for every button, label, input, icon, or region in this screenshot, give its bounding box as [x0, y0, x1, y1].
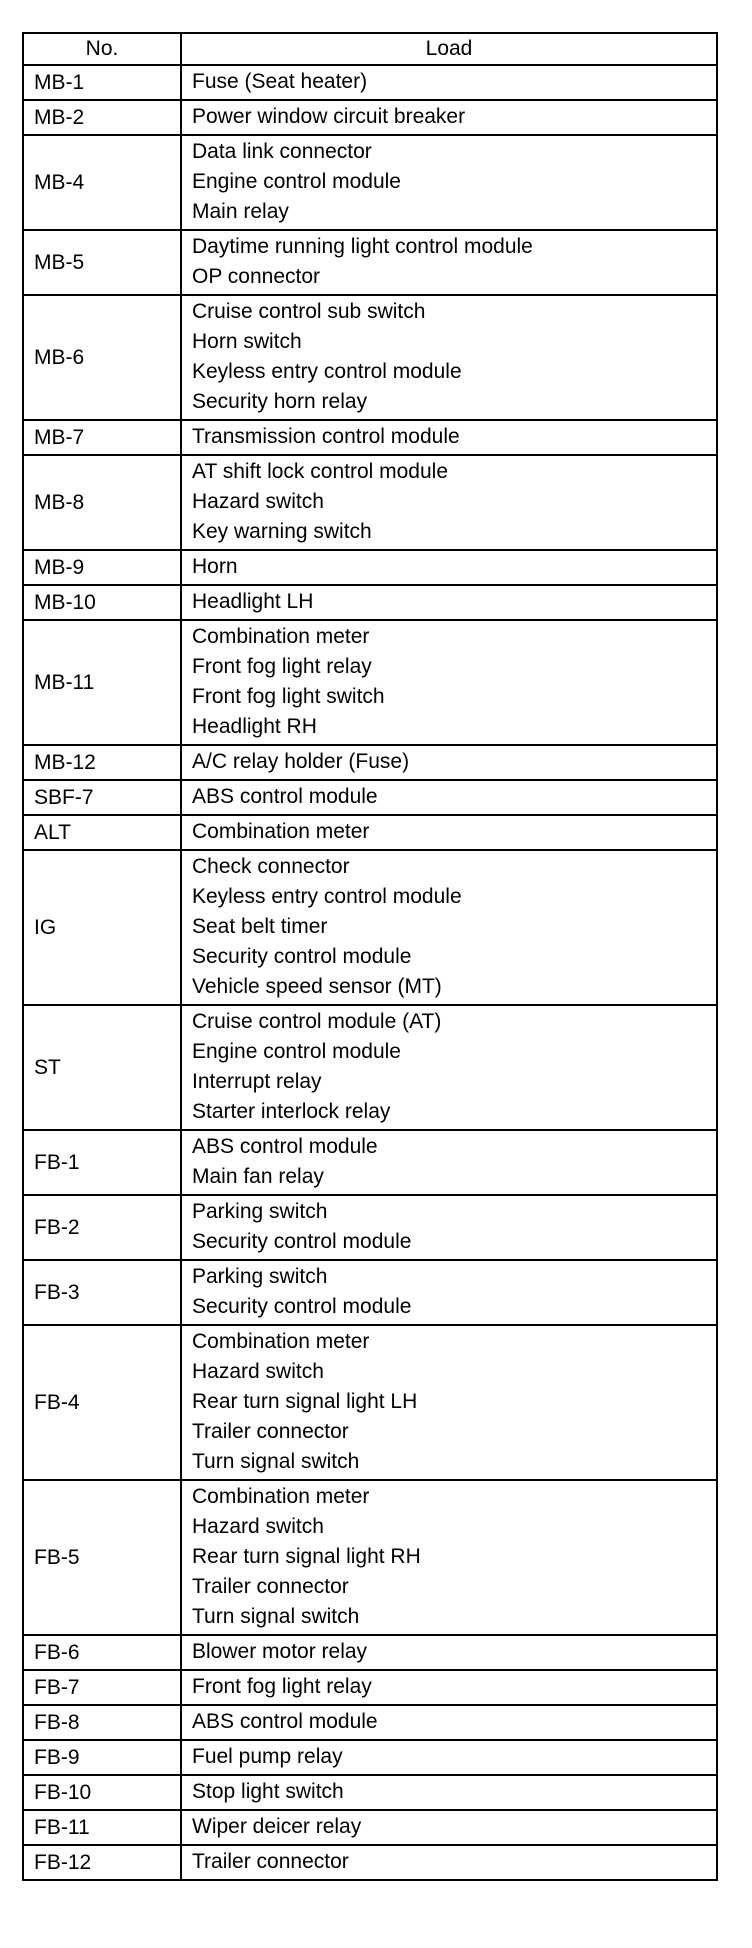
circuit-number-cell: ALT	[23, 815, 181, 850]
load-item: Keyless entry control module	[192, 360, 462, 383]
load-item: Combination meter	[192, 625, 370, 648]
load-item: Wiper deicer relay	[192, 1815, 362, 1838]
load-cell	[181, 745, 717, 780]
load-item: Parking switch	[192, 1200, 328, 1223]
table-row	[23, 1260, 717, 1325]
load-cell	[181, 455, 717, 550]
load-cell	[181, 780, 717, 815]
load-item: Starter interlock relay	[192, 1100, 391, 1123]
load-item: Hazard switch	[192, 1360, 324, 1383]
table-row	[23, 1705, 717, 1740]
load-item: Turn signal switch	[192, 1450, 360, 1473]
fuse-load-table-container	[22, 32, 716, 1881]
load-item: OP connector	[192, 265, 321, 288]
circuit-number-cell: FB-12	[23, 1845, 181, 1880]
circuit-number-cell: MB-4	[23, 135, 181, 230]
column-header-no: No.	[23, 33, 181, 65]
load-item: AT shift lock control module	[192, 460, 448, 483]
circuit-number-cell: FB-8	[23, 1705, 181, 1740]
load-item: Vehicle speed sensor (MT)	[192, 975, 442, 998]
load-item: Fuel pump relay	[192, 1745, 343, 1768]
load-item: Check connector	[192, 855, 350, 878]
circuit-number-cell: MB-5	[23, 230, 181, 295]
circuit-number-cell: MB-12	[23, 745, 181, 780]
circuit-number-cell: MB-6	[23, 295, 181, 420]
load-item: Keyless entry control module	[192, 885, 462, 908]
load-cell	[181, 1740, 717, 1775]
load-item: Seat belt timer	[192, 915, 328, 938]
circuit-number-cell: MB-2	[23, 100, 181, 135]
load-item: Trailer connector	[192, 1850, 349, 1873]
load-item: Fuse (Seat heater)	[192, 70, 368, 93]
load-item: Front fog light switch	[192, 685, 385, 708]
load-item: Front fog light relay	[192, 1675, 372, 1698]
load-item: Main fan relay	[192, 1165, 324, 1188]
table-row	[23, 815, 717, 850]
table-row	[23, 1480, 717, 1635]
load-cell	[181, 65, 717, 100]
load-item: Horn switch	[192, 330, 302, 353]
circuit-number-cell: FB-9	[23, 1740, 181, 1775]
circuit-number-cell: FB-11	[23, 1810, 181, 1845]
table-row	[23, 850, 717, 1005]
load-item: ABS control module	[192, 1135, 378, 1158]
load-item: Trailer connector	[192, 1420, 349, 1443]
load-item: Security control module	[192, 1295, 412, 1318]
load-item: Combination meter	[192, 820, 370, 843]
load-item: Headlight RH	[192, 715, 317, 738]
load-item: Blower motor relay	[192, 1640, 368, 1663]
load-cell	[181, 1260, 717, 1325]
load-cell	[181, 1635, 717, 1670]
load-cell	[181, 620, 717, 745]
load-item: Stop light switch	[192, 1780, 344, 1803]
load-item: Hazard switch	[192, 490, 324, 513]
circuit-number-cell: IG	[23, 850, 181, 1005]
load-item: ABS control module	[192, 785, 378, 808]
table-row	[23, 1775, 717, 1810]
load-item: ABS control module	[192, 1710, 378, 1733]
load-cell	[181, 815, 717, 850]
circuit-number-cell: MB-1	[23, 65, 181, 100]
load-item: Main relay	[192, 200, 289, 223]
load-item: Hazard switch	[192, 1515, 324, 1538]
circuit-number-cell: ST	[23, 1005, 181, 1130]
circuit-number-cell: FB-3	[23, 1260, 181, 1325]
table-row	[23, 1635, 717, 1670]
table-row	[23, 455, 717, 550]
table-row	[23, 135, 717, 230]
table-row	[23, 550, 717, 585]
load-cell	[181, 1775, 717, 1810]
load-item: Security control module	[192, 945, 412, 968]
load-cell	[181, 1480, 717, 1635]
table-row	[23, 420, 717, 455]
circuit-number-cell: FB-6	[23, 1635, 181, 1670]
column-header-load: Load	[181, 33, 717, 65]
load-item: Security control module	[192, 1230, 412, 1253]
load-item: Key warning switch	[192, 520, 372, 543]
load-item: Cruise control module (AT)	[192, 1010, 442, 1033]
table-header-row	[23, 33, 717, 65]
load-item: Trailer connector	[192, 1575, 349, 1598]
load-cell	[181, 1005, 717, 1130]
circuit-number-cell: FB-1	[23, 1130, 181, 1195]
load-cell	[181, 850, 717, 1005]
load-item: Rear turn signal light LH	[192, 1390, 418, 1413]
load-cell	[181, 550, 717, 585]
load-item: Cruise control sub switch	[192, 300, 426, 323]
load-item: Data link connector	[192, 140, 372, 163]
table-row	[23, 780, 717, 815]
circuit-number-cell: FB-4	[23, 1325, 181, 1480]
fuse-load-table	[22, 32, 718, 1881]
load-item: Power window circuit breaker	[192, 105, 466, 128]
table-row	[23, 1130, 717, 1195]
load-cell	[181, 1325, 717, 1480]
table-body	[23, 65, 717, 1880]
circuit-number-cell: MB-10	[23, 585, 181, 620]
load-cell	[181, 1670, 717, 1705]
load-item: Combination meter	[192, 1330, 370, 1353]
load-item: A/C relay holder (Fuse)	[192, 750, 410, 773]
load-item: Interrupt relay	[192, 1070, 322, 1093]
load-item: Parking switch	[192, 1265, 328, 1288]
circuit-number-cell: FB-5	[23, 1480, 181, 1635]
table-row	[23, 620, 717, 745]
table-row	[23, 745, 717, 780]
load-item: Daytime running light control module	[192, 235, 533, 258]
load-cell	[181, 1810, 717, 1845]
table-row	[23, 1325, 717, 1480]
load-item: Front fog light relay	[192, 655, 372, 678]
load-item: Headlight LH	[192, 590, 314, 613]
table-row	[23, 295, 717, 420]
load-item: Combination meter	[192, 1485, 370, 1508]
circuit-number-cell: FB-7	[23, 1670, 181, 1705]
circuit-number-cell: FB-2	[23, 1195, 181, 1260]
load-cell	[181, 230, 717, 295]
table-row	[23, 65, 717, 100]
load-item: Turn signal switch	[192, 1605, 360, 1628]
load-cell	[181, 135, 717, 230]
table-row	[23, 100, 717, 135]
load-cell	[181, 420, 717, 455]
table-row	[23, 1810, 717, 1845]
load-item: Rear turn signal light RH	[192, 1545, 421, 1568]
load-item: Transmission control module	[192, 425, 460, 448]
load-cell	[181, 1130, 717, 1195]
table-row	[23, 585, 717, 620]
table-row	[23, 1670, 717, 1705]
circuit-number-cell: SBF-7	[23, 780, 181, 815]
load-cell	[181, 1845, 717, 1880]
load-item: Security horn relay	[192, 390, 368, 413]
load-cell	[181, 1705, 717, 1740]
load-cell	[181, 100, 717, 135]
table-row	[23, 230, 717, 295]
circuit-number-cell: MB-11	[23, 620, 181, 745]
load-cell	[181, 1195, 717, 1260]
circuit-number-cell: MB-9	[23, 550, 181, 585]
table-row	[23, 1845, 717, 1880]
table-row	[23, 1195, 717, 1260]
circuit-number-cell: MB-8	[23, 455, 181, 550]
table-row	[23, 1740, 717, 1775]
load-item: Horn	[192, 555, 238, 578]
load-cell	[181, 295, 717, 420]
load-item: Engine control module	[192, 1040, 401, 1063]
table-row	[23, 1005, 717, 1130]
circuit-number-cell: MB-7	[23, 420, 181, 455]
load-item: Engine control module	[192, 170, 401, 193]
load-cell	[181, 585, 717, 620]
circuit-number-cell: FB-10	[23, 1775, 181, 1810]
